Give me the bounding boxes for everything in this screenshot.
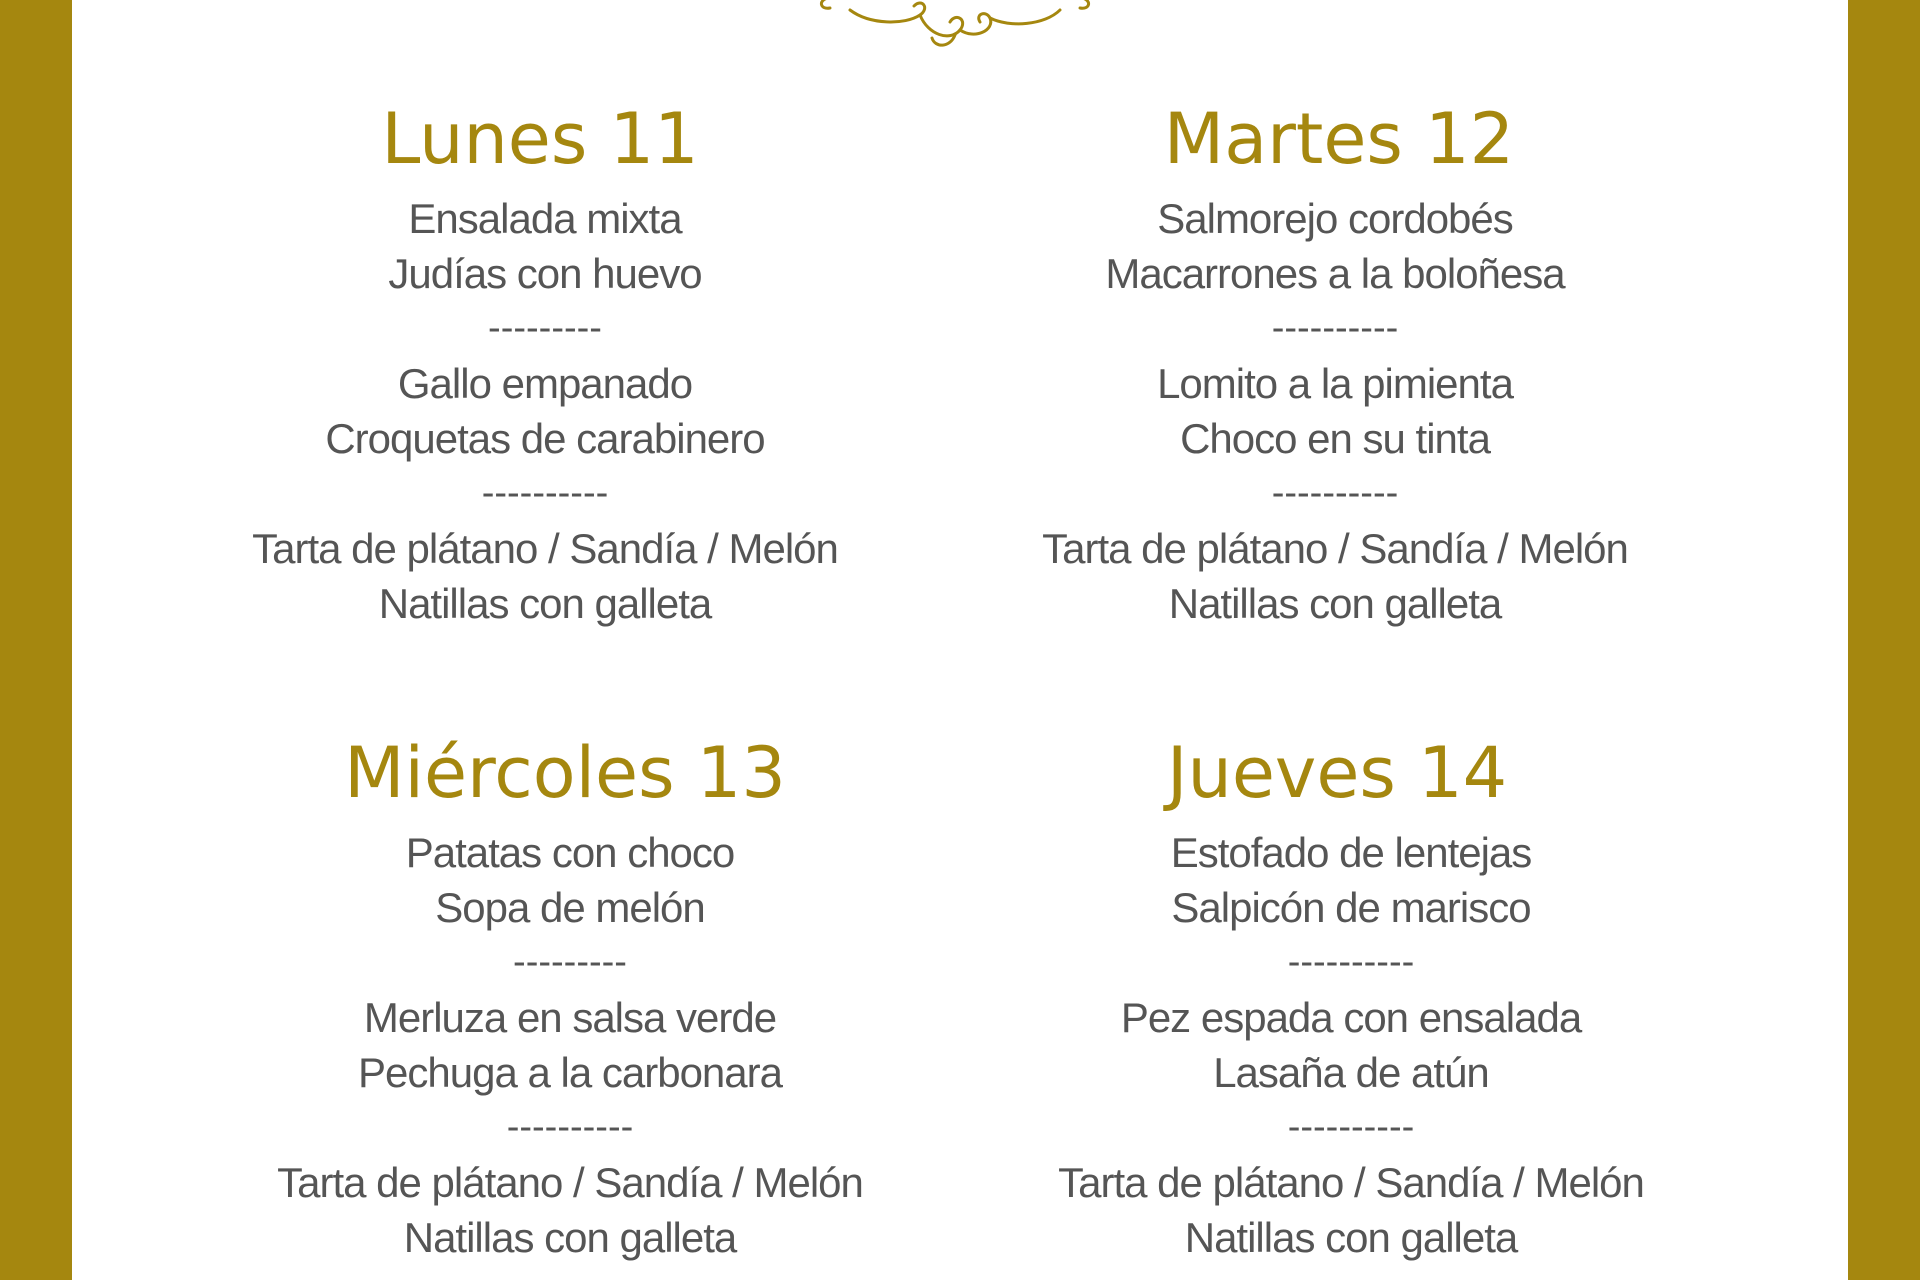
dish-line: Gallo empanado bbox=[397, 360, 693, 407]
dish-line: Ensalada mixta bbox=[408, 195, 682, 242]
day-title: Miércoles 13 bbox=[344, 732, 786, 814]
dish-line: Judías con huevo bbox=[388, 250, 702, 297]
left-gold-border bbox=[0, 0, 72, 1280]
separator: ---------- bbox=[1287, 941, 1415, 983]
dish-line: Sopa de melón bbox=[435, 884, 705, 931]
day-title: Lunes 11 bbox=[381, 98, 699, 180]
dessert-line: Natillas con galleta bbox=[403, 1214, 737, 1261]
dish-line: Pez espada con ensalada bbox=[1120, 994, 1582, 1041]
day-title: Martes 12 bbox=[1163, 98, 1515, 180]
separator: --------- bbox=[513, 941, 627, 983]
day-menu-martes bbox=[990, 98, 1680, 631]
ornament-flourish-icon bbox=[810, 0, 1100, 50]
day-menu-lunes bbox=[200, 98, 890, 631]
separator: --------- bbox=[488, 307, 602, 349]
dessert-line: Tarta de plátano / Sandía / Melón bbox=[252, 525, 838, 572]
dish-line: Salpicón de marisco bbox=[1171, 884, 1531, 931]
dish-line: Estofado de lentejas bbox=[1170, 829, 1532, 876]
day-menu-jueves bbox=[1006, 732, 1696, 1265]
day-menu-miercoles bbox=[225, 732, 915, 1265]
dessert-line: Natillas con galleta bbox=[1184, 1214, 1518, 1261]
day-title: Jueves 14 bbox=[1166, 732, 1508, 814]
dish-line: Lomito a la pimienta bbox=[1157, 360, 1513, 407]
separator: ---------- bbox=[1271, 307, 1399, 349]
dessert-line: Tarta de plátano / Sandía / Melón bbox=[277, 1159, 863, 1206]
dish-line: Choco en su tinta bbox=[1180, 415, 1490, 462]
separator: ---------- bbox=[1287, 1106, 1415, 1148]
dessert-line: Natillas con galleta bbox=[378, 580, 712, 627]
right-gold-border bbox=[1848, 0, 1920, 1280]
dessert-line: Tarta de plátano / Sandía / Melón bbox=[1058, 1159, 1644, 1206]
dish-line: Patatas con choco bbox=[405, 829, 735, 876]
dish-line: Pechuga a la carbonara bbox=[358, 1049, 782, 1096]
dish-line: Lasaña de atún bbox=[1213, 1049, 1489, 1096]
dish-line: Merluza en salsa verde bbox=[363, 994, 777, 1041]
dessert-line: Tarta de plátano / Sandía / Melón bbox=[1042, 525, 1628, 572]
separator: ---------- bbox=[1271, 472, 1399, 514]
dessert-line: Natillas con galleta bbox=[1168, 580, 1502, 627]
separator: ---------- bbox=[506, 1106, 634, 1148]
dish-line: Macarrones a la boloñesa bbox=[1105, 250, 1565, 297]
dish-line: Croquetas de carabinero bbox=[325, 415, 765, 462]
dish-line: Salmorejo cordobés bbox=[1157, 195, 1513, 242]
separator: ---------- bbox=[481, 472, 609, 514]
